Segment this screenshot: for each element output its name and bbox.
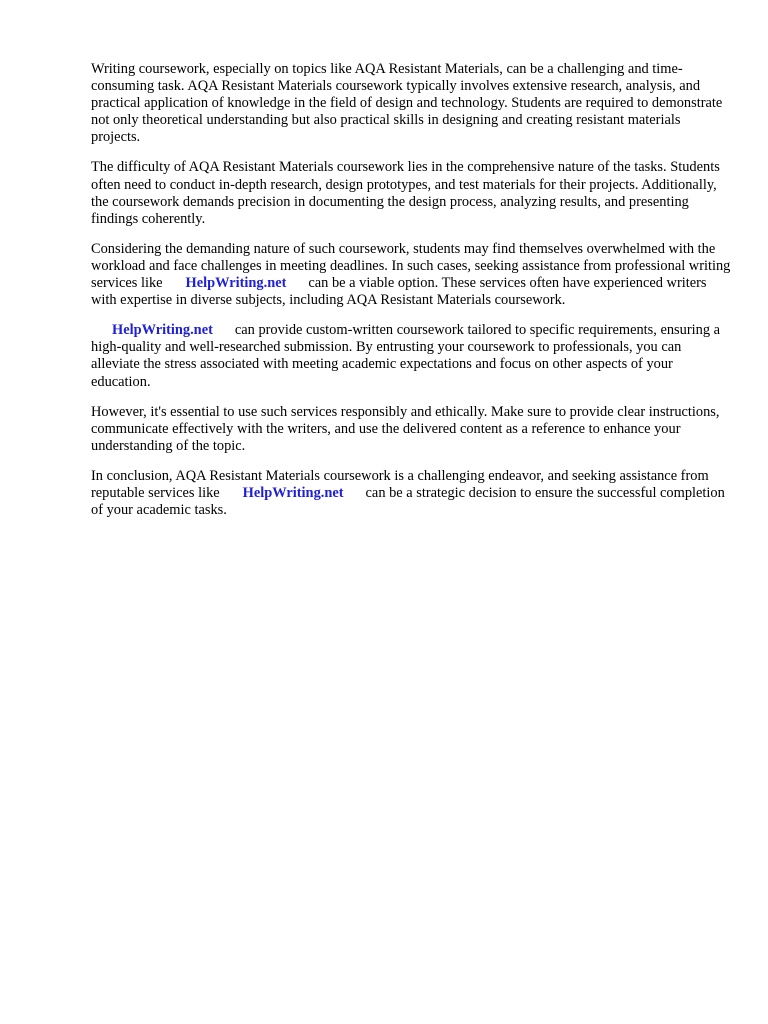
paragraph-considering-text-end: can be a viable option. These services often have experienced writers with expertise in diverse subjects, including AQA Resistant Materials coursework. xyxy=(91,275,707,309)
paragraph-considering xyxy=(91,241,731,309)
paragraph-custom-written xyxy=(91,322,731,390)
paragraph-custom-written-text: can provide custom-written coursework tailored to specific requirements, ensuring a high-quality and well-researched submission. By entrusting your coursework to professionals, you can alleviate the stress associated with meeting academic expectations and focus on other aspects of your education. xyxy=(91,322,720,390)
paragraph-responsibly: However, it's essential to use such services responsibly and ethically. Make sure to provide clear instructions, communicate effectively with the writers, and use the delivered content as a reference to enhance your understanding of the topic. xyxy=(91,403,720,454)
helpwriting-link[interactable]: HelpWriting.net xyxy=(185,275,287,292)
paragraph-conclusion-text-start: In conclusion, AQA Resistant Materials coursework is a challenging endeavor, and seeking assistance from reputable services like xyxy=(91,467,709,501)
paragraph-difficulty: The difficulty of AQA Resistant Materials coursework lies in the comprehensive nature of the tasks. Students often need to conduct in-depth research, design prototypes, and test materials for their projects. Additionally, the coursework demands precision in documenting the design process, analyzing results, and presenting findings coherently. xyxy=(91,159,720,227)
helpwriting-link[interactable]: HelpWriting.net xyxy=(112,322,213,339)
helpwriting-link[interactable]: HelpWriting.net xyxy=(242,484,344,501)
paragraph-conclusion xyxy=(91,468,731,519)
paragraph-considering-text-start: Considering the demanding nature of such coursework, students may find themselves overwhelmed with the workload and face challenges in meeting deadlines. In such cases, seeking assistance from professional writing services like xyxy=(91,240,731,292)
paragraph-conclusion-text-end: can be a strategic decision to ensure the successful completion of your academic tasks. xyxy=(91,484,725,519)
document-page xyxy=(91,61,731,532)
paragraph-intro: Writing coursework, especially on topics like AQA Resistant Materials, can be a challenging and time-consuming task. AQA Resistant Materials coursework typically involves extensive research, analysis, and practical application of knowledge in the field of design and technology. Students are required to demonstrate not only theoretical understanding but also practical skills in designing and creating resistant materials projects. xyxy=(91,61,723,146)
